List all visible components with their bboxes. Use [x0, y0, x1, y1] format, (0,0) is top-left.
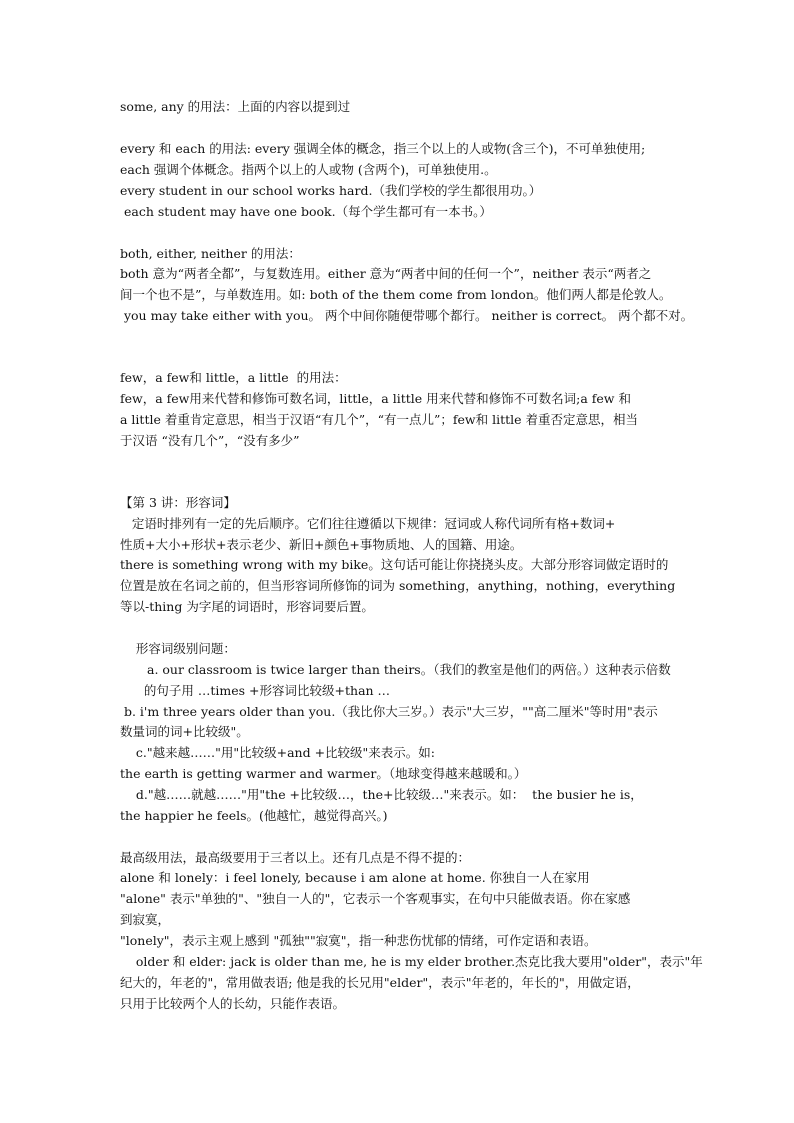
text-line: both 意为“两者全都”，与复数连用。either 意为“两者中间的任何一个”，neither 表示“两者之: [120, 266, 652, 281]
text-line: 位置是放在名词之前的，但当形容词所修饰的词为 something，anything，nothing，everything: [120, 578, 676, 593]
text-line: "alone" 表示"单独的"、"独自一人的"，它表示一个客观事实，在句中只能做表语。你在家感: [120, 891, 631, 906]
text-line: each student may have one book.（每个学生都可有一本书。）: [120, 204, 492, 219]
text-line: 等以-thing 为字尾的词语时，形容词要后置。: [120, 599, 374, 614]
text-line: c."越来越……"用"比较级+and +比较级"来表示。如:: [120, 745, 436, 760]
text-line: b. i'm three years older than you.（我比你大三岁。）表示"大三岁，""高二厘米"等时用"表示: [120, 704, 658, 719]
text-line: there is something wrong with my bike。这句话可能让你挠挠头皮。大部分形容词做定语时的: [120, 557, 669, 572]
text-line: every 和 each 的用法: every 强调全体的概念，指三个以上的人或物(含三个)，不可单独使用;: [120, 141, 646, 156]
subsection-title: 形容词级别问题：: [120, 641, 236, 656]
text-line: 间一个也不是”，与单数连用。如: both of the them come from london。他们两人都是伦敦人。: [120, 287, 672, 302]
text-line: 只用于比较两个人的长幼，只能作表语。: [120, 996, 346, 1011]
text-line: "lonely"，表示主观上感到 "孤独""寂寞"，指一种悲伤忧郁的情绪，可作定语和表语。: [120, 933, 597, 948]
text-line: alone 和 lonely：i feel lonely, because i am alone at home. 你独自一人在家用: [120, 870, 590, 885]
text-line: 定语时排列有一定的先后顺序。它们往往遵循以下规律：冠词或人称代词所有格+数词+: [120, 516, 616, 531]
text-line: few，a few用来代替和修饰可数名词，little，a little 用来代替和修饰不可数名词;a few 和: [120, 391, 631, 406]
text-line: 的句子用 …times +形容词比较级+than …: [132, 683, 391, 698]
text-line: d."越……就越……"用"the +比较级…，the+比较级…"来表示。如： the busier he is，: [120, 787, 643, 802]
text-line: every student in our school works hard.（我们学校的学生都很用功。）: [120, 183, 542, 198]
text-line: 性质+大小+形状+表示老少、新旧+颜色+事物质地、人的国籍、用途。: [120, 537, 523, 552]
text-line: 最高级用法，最高级要用于三者以上。还有几点是不得不提的：: [120, 850, 471, 865]
text-line: the happier he feels。(他越忙，越觉得高兴。): [120, 808, 388, 823]
text-line: 于汉语 “没有几个”，“没有多少”: [120, 433, 300, 448]
text-line: a. our classroom is twice larger than theirs。（我们的教室是他们的两倍。）这种表示倍数: [147, 662, 671, 677]
text-line: each 强调个体概念。指两个以上的人或物 (含两个)，可单独使用.。: [120, 162, 497, 177]
text-line: you may take either with you。 两个中间你随便带哪个都行。 neither is correct。 两个都不对。: [120, 308, 694, 323]
section-heading: 【第 3 讲：形容词】: [120, 495, 236, 510]
text-line: a little 着重肯定意思，相当于汉语“有几个”，“有一点儿”；few和 little 着重否定意思，相当: [120, 412, 639, 427]
text-line: 到寂寞，: [120, 912, 171, 927]
text-line: few，a few和 little，a little 的用法：: [120, 370, 347, 385]
text-line: 数量词的词+比较级"。: [120, 724, 249, 739]
some-any-line: some, any 的用法：上面的内容以提到过: [120, 99, 351, 114]
text-line: older 和 elder: jack is older than me, he is my elder brother.杰克比我大要用"older"，表示"年: [120, 954, 703, 969]
text-line: the earth is getting warmer and warmer。（地球变得越来越暖和。）: [120, 766, 527, 781]
text-line: both, either, neither 的用法：: [120, 246, 301, 261]
text-line: 纪大的，年老的"，常用做表语; 他是我的长兄用"elder"，表示"年老的，年长的"，用做定语，: [120, 975, 640, 990]
